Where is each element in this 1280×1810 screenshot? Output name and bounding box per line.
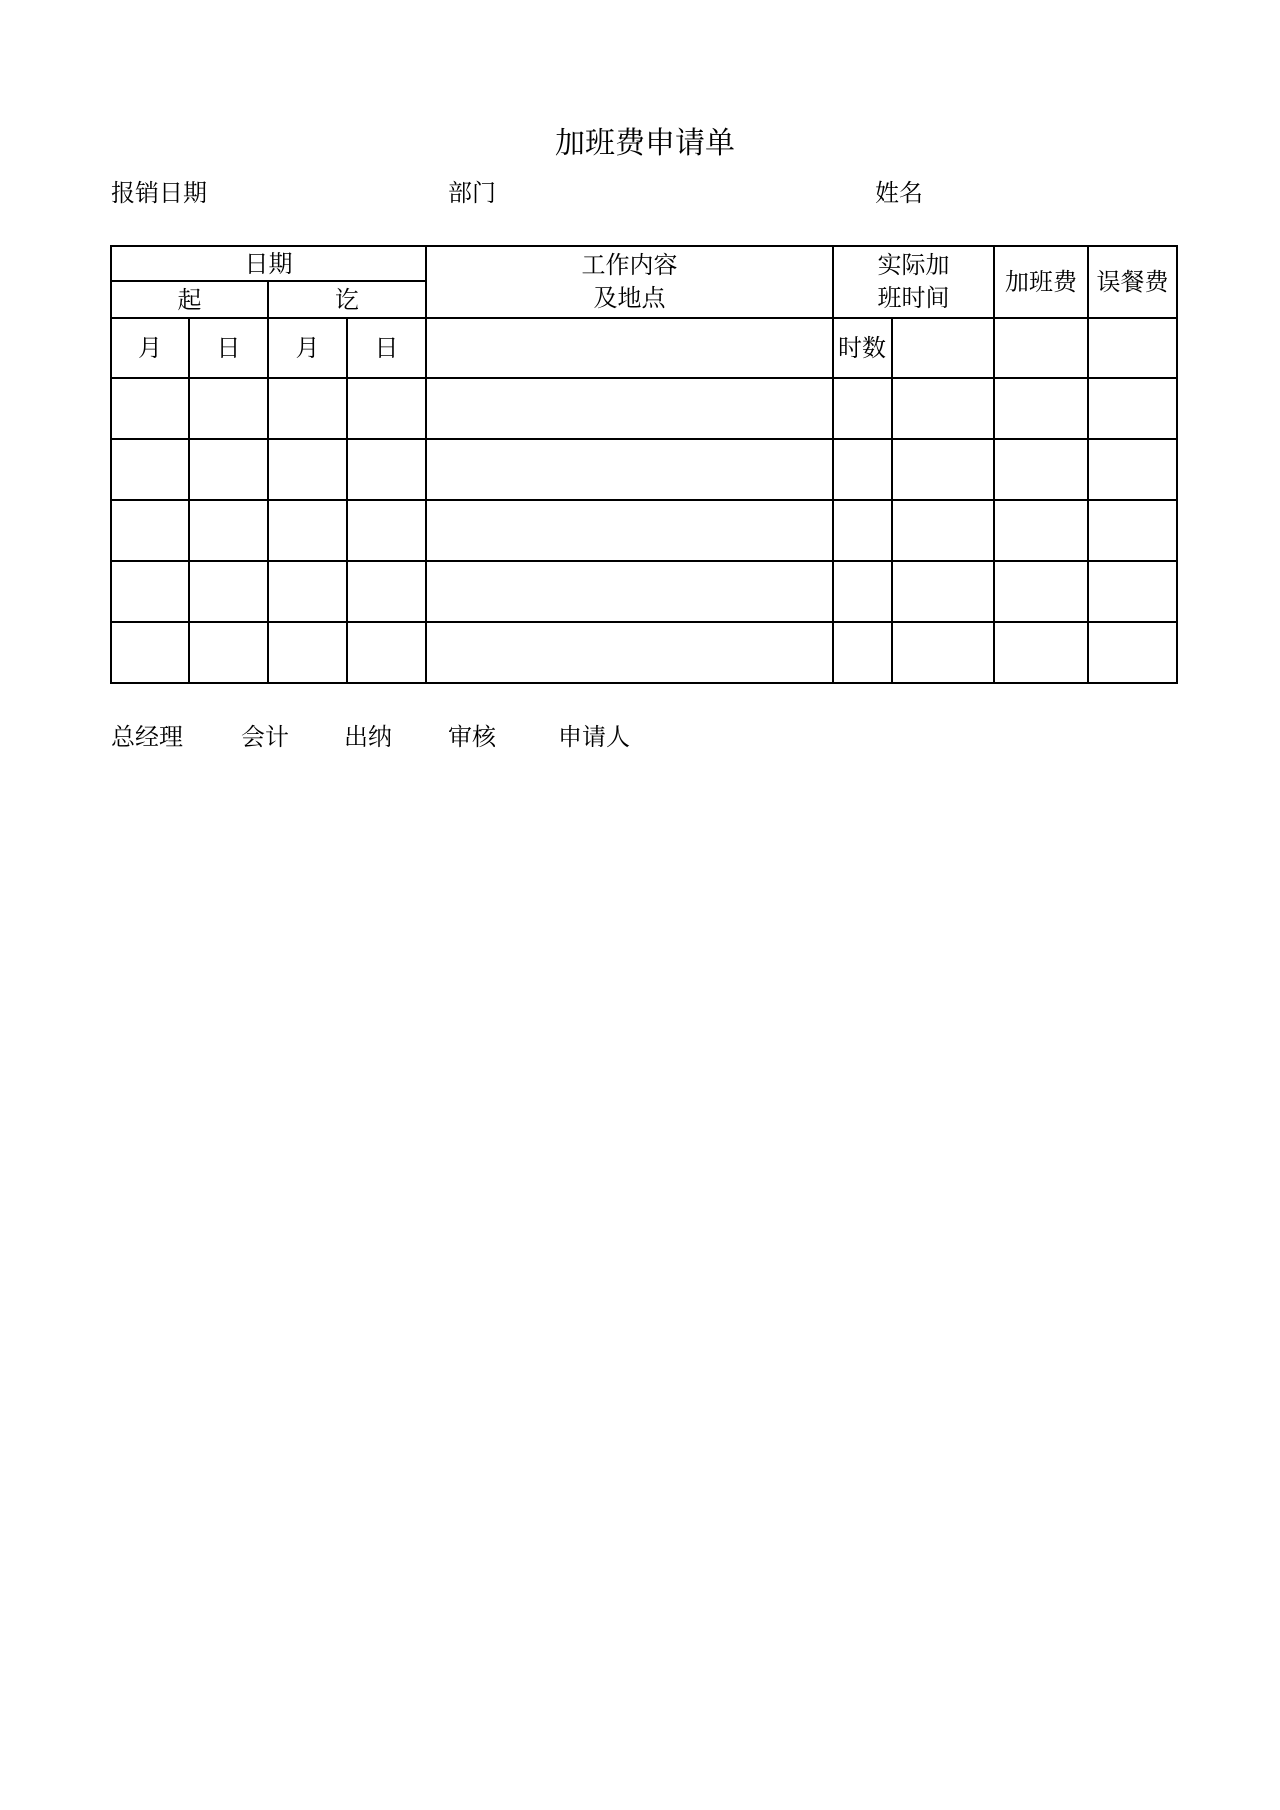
table-cell[interactable]	[268, 622, 347, 683]
table-row	[111, 622, 1177, 683]
table-cell[interactable]	[1088, 622, 1177, 683]
actual-overtime-header	[833, 246, 994, 318]
table-cell[interactable]	[347, 500, 426, 561]
work-content-line1: 工作内容	[581, 251, 678, 279]
table-cell[interactable]	[892, 439, 994, 500]
general-manager-label: 总经理	[111, 723, 183, 751]
start-month-label: 月	[111, 318, 189, 378]
table-row	[111, 561, 1177, 622]
hours-cell[interactable]	[892, 318, 994, 378]
date-header: 日期	[111, 246, 426, 281]
applicant-label: 申请人	[558, 723, 630, 751]
table-cell[interactable]	[189, 439, 268, 500]
table-cell[interactable]	[189, 622, 268, 683]
table-cell[interactable]	[111, 561, 189, 622]
table-cell[interactable]	[111, 622, 189, 683]
cashier-label: 出纳	[344, 723, 392, 751]
table-cell[interactable]	[111, 500, 189, 561]
start-label: 起	[111, 281, 268, 318]
table-cell[interactable]	[1088, 378, 1177, 439]
table-cell[interactable]	[892, 378, 994, 439]
meal-fee-cell[interactable]	[1088, 318, 1177, 378]
work-content-line2: 及地点	[593, 284, 666, 312]
table-cell[interactable]	[268, 561, 347, 622]
table-cell[interactable]	[833, 500, 892, 561]
overtime-form-table	[110, 245, 1178, 684]
table-cell[interactable]	[111, 439, 189, 500]
table-cell[interactable]	[994, 622, 1088, 683]
accountant-label: 会计	[241, 723, 289, 751]
table-cell[interactable]	[268, 500, 347, 561]
table-cell[interactable]	[347, 622, 426, 683]
table-cell[interactable]	[347, 439, 426, 500]
start-day-label: 日	[189, 318, 268, 378]
table-cell[interactable]	[833, 622, 892, 683]
table-cell[interactable]	[994, 378, 1088, 439]
table-cell[interactable]	[347, 561, 426, 622]
table-cell[interactable]	[1088, 439, 1177, 500]
table-cell[interactable]	[189, 378, 268, 439]
table-cell[interactable]	[189, 561, 268, 622]
work-content-header	[426, 246, 833, 318]
table-cell[interactable]	[1088, 500, 1177, 561]
table-cell[interactable]	[426, 500, 833, 561]
overtime-fee-cell[interactable]	[994, 318, 1088, 378]
name-label: 姓名	[875, 179, 923, 207]
end-month-label: 月	[268, 318, 347, 378]
table-cell[interactable]	[994, 439, 1088, 500]
department-label: 部门	[448, 179, 496, 207]
meal-fee-header: 误餐费	[1088, 246, 1177, 318]
actual-overtime-line2: 班时间	[877, 284, 950, 312]
table-cell[interactable]	[994, 561, 1088, 622]
actual-overtime-line1: 实际加	[877, 251, 950, 279]
table-cell[interactable]	[426, 378, 833, 439]
table-cell[interactable]	[1088, 561, 1177, 622]
table-cell[interactable]	[111, 378, 189, 439]
table-cell[interactable]	[426, 622, 833, 683]
overtime-fee-header: 加班费	[994, 246, 1088, 318]
document-title: 加班费申请单	[555, 126, 735, 161]
table-cell[interactable]	[833, 439, 892, 500]
table-cell[interactable]	[892, 622, 994, 683]
table-cell[interactable]	[892, 500, 994, 561]
hours-label: 时数	[833, 318, 892, 378]
table-cell[interactable]	[268, 378, 347, 439]
table-cell[interactable]	[426, 439, 833, 500]
table-cell[interactable]	[189, 500, 268, 561]
table-row	[111, 378, 1177, 439]
table-row	[111, 500, 1177, 561]
table-cell[interactable]	[892, 561, 994, 622]
report-date-label: 报销日期	[111, 179, 207, 207]
end-label: 讫	[268, 281, 426, 318]
table-cell[interactable]	[347, 378, 426, 439]
work-content-cell[interactable]	[426, 318, 833, 378]
table-cell[interactable]	[994, 500, 1088, 561]
table-row	[111, 439, 1177, 500]
end-day-label: 日	[347, 318, 426, 378]
table-cell[interactable]	[833, 561, 892, 622]
table-cell[interactable]	[833, 378, 892, 439]
table-cell[interactable]	[426, 561, 833, 622]
auditor-label: 审核	[448, 723, 496, 751]
table-cell[interactable]	[268, 439, 347, 500]
